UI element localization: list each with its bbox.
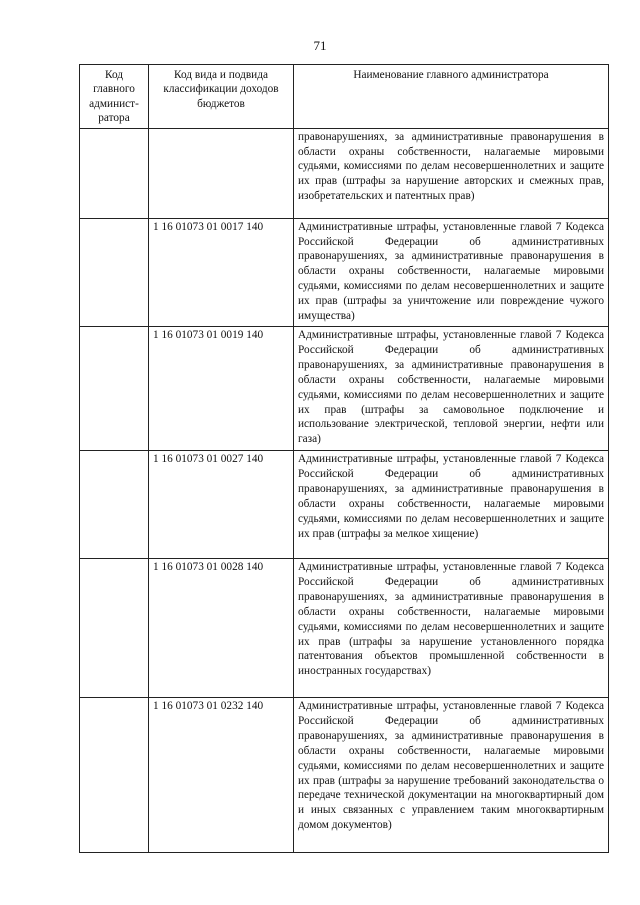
admin-code-cell: [80, 697, 149, 852]
administrator-name-cell: Административные штрафы, установленные главой 7 Кодекса Российской Федерации об административных правонарушениях, за административные правонарушения в области охраны собственности, налагаемые мировыми судьями, комиссиями по делам несовершеннолетних и защите их прав (штрафы за мелкое хищение): [294, 450, 609, 558]
table-row: [80, 128, 609, 218]
header-income-code: Код вида и подвида классификации доходов бюджетов: [149, 65, 294, 129]
table-header: [80, 65, 609, 129]
admin-code-cell: [80, 558, 149, 697]
admin-code-cell: [80, 218, 149, 326]
admin-code-cell: [80, 326, 149, 450]
income-code-cell: 1 16 01073 01 0019 140: [149, 326, 294, 450]
header-row: [80, 65, 609, 129]
administrator-name-cell: Административные штрафы, установленные главой 7 Кодекса Российской Федерации об административных правонарушениях, за административные правонарушения в области охраны собственности, налагаемые мировыми судьями, комиссиями по делам несовершеннолетних и защите их прав (штрафы за нарушение установленного порядка патентования объектов промышленной собственности в иностранных государствах): [294, 558, 609, 697]
administrator-name-cell: Административные штрафы, установленные главой 7 Кодекса Российской Федерации об административных правонарушениях, за административные правонарушения в области охраны собственности, налагаемые мировыми судьями, комиссиями по делам несовершеннолетних и защите их прав (штрафы за нарушение требований законодательства о передаче технической документации на многоквартирный дом и иных связанных с управлением таким многоквартирным домом документов): [294, 697, 609, 852]
header-admin-code: Код главного админист-ратора: [80, 65, 149, 129]
income-code-cell: 1 16 01073 01 0232 140: [149, 697, 294, 852]
table-row: [80, 697, 609, 852]
page-number: 71: [313, 38, 327, 53]
table-row: [80, 326, 609, 450]
header-administrator-name: Наименование главного администратора: [294, 65, 609, 129]
table-row: [80, 450, 609, 558]
admin-code-cell: [80, 450, 149, 558]
income-code-cell: [149, 128, 294, 218]
budget-revenue-table: [79, 64, 609, 853]
income-code-cell: 1 16 01073 01 0027 140: [149, 450, 294, 558]
income-code-cell: 1 16 01073 01 0017 140: [149, 218, 294, 326]
income-code-cell: 1 16 01073 01 0028 140: [149, 558, 294, 697]
administrator-name-cell: Административные штрафы, установленные главой 7 Кодекса Российской Федерации об административных правонарушениях, за административные правонарушения в области охраны собственности, налагаемые мировыми судьями, комиссиями по делам несовершеннолетних и защите их прав (штрафы за самовольное подключение и использование электрической, тепловой энергии, нефти или газа): [294, 326, 609, 450]
table-body: [80, 128, 609, 852]
table-row: [80, 558, 609, 697]
table-row: [80, 218, 609, 326]
administrator-name-cell: Административные штрафы, установленные главой 7 Кодекса Российской Федерации об административных правонарушениях, за административные правонарушения в области охраны собственности, налагаемые мировыми судьями, комиссиями по делам несовершеннолетних и защите их прав (штрафы за уничтожение или повреждение чужого имущества): [294, 218, 609, 326]
admin-code-cell: [80, 128, 149, 218]
administrator-name-cell: правонарушениях, за административные правонарушения в области охраны собственности, налагаемые мировыми судьями, комиссиями по делам несовершеннолетних и защите их прав (штрафы за нарушение авторских и смежных прав, изобретательских и патентных прав): [294, 128, 609, 218]
